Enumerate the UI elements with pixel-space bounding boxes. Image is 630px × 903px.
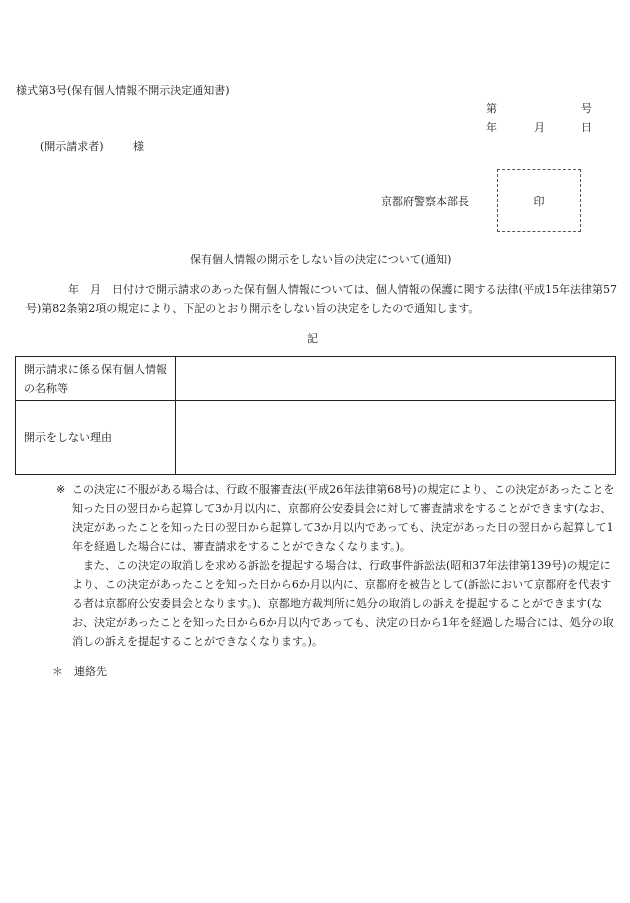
- contact-label: 連絡先: [74, 665, 107, 678]
- table-row: [16, 357, 616, 401]
- date-month: 月: [534, 121, 545, 134]
- table-label-cell: 開示をしない理由: [16, 401, 176, 475]
- ki-heading: 記: [307, 332, 318, 345]
- document-title: 保有個人情報の開示をしない旨の決定について(通知): [190, 253, 452, 266]
- sender-name: 京都府警察本部長: [381, 195, 469, 208]
- doc-number-label: 第: [486, 102, 497, 115]
- contact-mark: ＊: [52, 665, 63, 678]
- requester-honorific: 様: [133, 140, 144, 153]
- date-year: 年: [486, 121, 497, 134]
- note-item: [56, 480, 618, 556]
- table-row: [16, 401, 616, 475]
- seal-label: 印: [533, 194, 545, 208]
- intro-paragraph: 年 月 日付けで開示請求のあった保有個人情報については、個人情報の保護に関する法律(平成15年法律第57号)第82条第2項の規定により、下記のとおり開示をしない旨の決定をしたので通知します。: [26, 283, 617, 315]
- requester-label: (開示請求者): [40, 140, 104, 153]
- note-paragraph-2: また、この決定の取消しを求める訴訟を提起する場合は、行政事件訴訟法(昭和37年法律第139号)の規定により、この決定があったことを知った日から6か月以内に、京都府を被告として(訴訟において京都府を代表する者は京都府公安委員会となります。)、京都地方裁判所に処分の取消しの訴えを提起することができます(なお、決定があったことを知った日から6か月以内であっても、決定の日から1年を経過した場合には、処分の取消しの訴えを提起することができなくなります。)。: [72, 559, 614, 648]
- date-day: 日: [581, 121, 592, 134]
- note-mark: ※: [56, 483, 66, 496]
- info-table: [15, 356, 616, 475]
- notes-section: [56, 480, 618, 651]
- form-number: 様式第3号(保有個人情報不開示決定通知書): [16, 84, 230, 97]
- contact-section: [52, 663, 107, 679]
- table-label-cell: 開示請求に係る保有個人情報の名称等: [16, 357, 176, 401]
- doc-number-suffix: 号: [581, 102, 592, 115]
- table-value-cell: [176, 401, 616, 475]
- note-paragraph-1: この決定に不服がある場合は、行政不服審査法(平成26年法律第68号)の規定により、この決定があったことを知った日の翌日から起算して3か月以内に、京都府公安委員会に対して審査請求をすることができます(なお、決定があったことを知った日の翌日から起算して3か月以内であっても、決定があった日の翌日から起算して1年を経過した場合には、審査請求をすることができなくなります。)。: [72, 483, 615, 553]
- seal-box: [497, 169, 581, 232]
- table-value-cell: [176, 357, 616, 401]
